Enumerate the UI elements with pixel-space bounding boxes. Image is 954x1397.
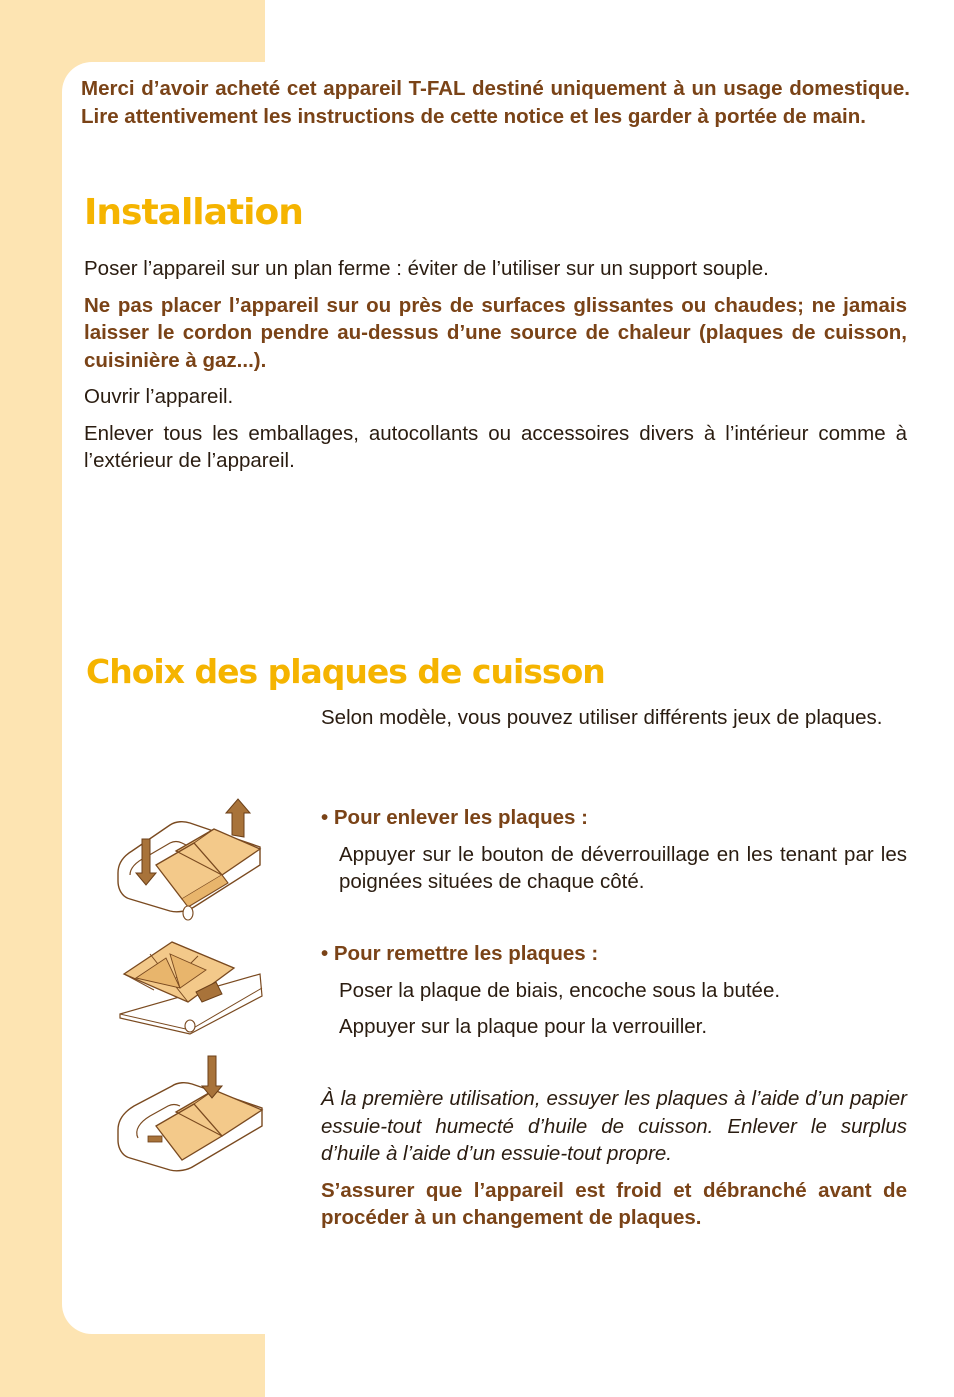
lock-plates-illustration (110, 1050, 270, 1178)
safety-text: S’assurer que l’appareil est froid et débranché avant de procéder à un changement de plaques. (321, 1178, 907, 1229)
plates-intro-block (321, 704, 907, 741)
replace-plates-text2: Appuyer sur la plaque pour la verrouiller. (339, 1015, 708, 1038)
plates-heading: Choix des plaques de cuisson (86, 652, 605, 691)
replace-plates-block (321, 940, 907, 1050)
installation-warning: Ne pas placer l’appareil sur ou près de surfaces glissantes ou chaudes; ne jamais laisser le cordon pendre au-dessus d’une source de chaleur (plaques de cuisson, cuisinière à gaz...). (84, 293, 907, 372)
installation-heading: Installation (84, 192, 303, 233)
remove-plates-illustration (110, 795, 270, 925)
plates-intro: Selon modèle, vous pouvez utiliser différents jeux de plaques. (321, 706, 883, 729)
remove-plates-block (321, 804, 907, 905)
installation-section (84, 255, 907, 484)
remove-plates-title: • Pour enlever les plaques : (321, 806, 588, 829)
replace-plates-title: • Pour remettre les plaques : (321, 942, 599, 965)
first-use-block (321, 1085, 907, 1241)
replace-plates-illustration (110, 938, 270, 1038)
installation-p1: Poser l’appareil sur un plan ferme : éviter de l’utiliser sur un support souple. (84, 257, 769, 280)
remove-plates-text: Appuyer sur le bouton de déverrouillage en les tenant par les poignées situées de chaque côté. (339, 842, 907, 893)
first-use-text: À la première utilisation, essuyer les plaques à l’aide d’un papier essuie-tout humecté d’huile de cuisson. Enlever le surplus d’huile à l’aide d’un essuie-tout propre. (321, 1087, 907, 1165)
replace-plates-text1: Poser la plaque de biais, encoche sous la butée. (339, 978, 781, 1002)
installation-p3: Enlever tous les emballages, autocollants ou accessoires divers à l’intérieur comme à l’extérieur de l’appareil. (84, 421, 907, 472)
intro-text: Merci d’avoir acheté cet appareil T-FAL destiné uniquement à un usage domestique. Lire attentivement les instructions de cette notice et les garder à portée de main. (81, 77, 910, 128)
installation-p2: Ouvrir l’appareil. (84, 385, 234, 408)
